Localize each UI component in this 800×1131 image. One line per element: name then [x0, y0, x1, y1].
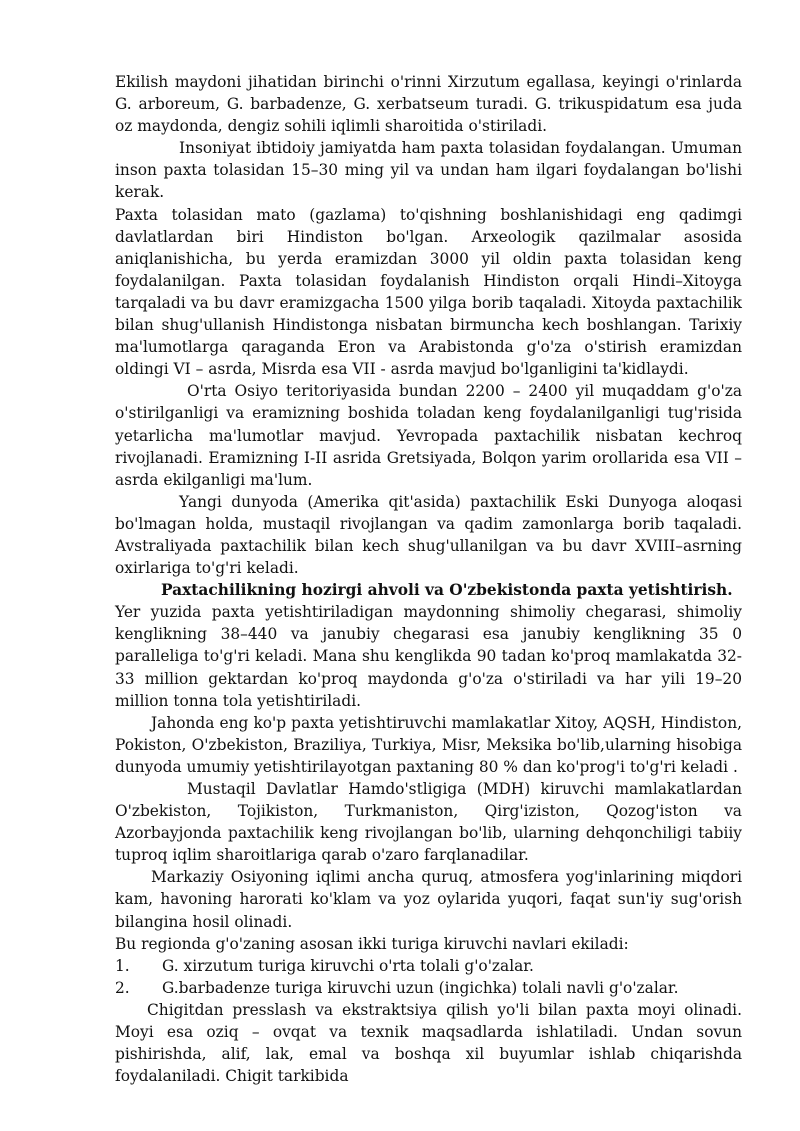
list-item — [115, 977, 742, 999]
section-heading: Paxtachilikning hozirgi ahvoli va O'zbekistonda paxta yetishtirish. — [161, 581, 733, 600]
list-item-text: G.barbadenze turiga kiruvchi uzun (ingichka) tolali navli g'o'zalar. — [162, 978, 679, 997]
paragraph-top-producers: Jahonda eng ko'p paxta yetishtiruvchi mamlakatlar Xitoy, AQSH, Hindiston, Pokiston, O'zbekiston, Braziliya, Turkiya, Misr, Meksika bo'lib,ularning hisobiga dunyoda umumiy yetishtirilayotgan paxtaning 80 % dan ko'prog'i to'g'ri keladi . — [115, 713, 742, 776]
paragraph-central-asia-history: O'rta Osiyo teritoriyasida bundan 2200 – 2400 yil muqaddam g'o'za o'stirilganligi va eramizning boshida toladan keng foydalanilganligi tug'risida yetarlicha ma'lumotlar mavjud. Yevropada paxtachilik nisbatan kechroq rivojlanadi. Eramizning I-II asrida Gretsiyada, Bolqon yarim orollarida esa VII – asrda ekilganligi ma'lum. — [115, 382, 742, 489]
paragraph-species-area: Ekilish maydoni jihatidan birinchi o'rinni Xirzutum egallasa, keyingi o'rinlarda G. arboreum, G. barbadenze, G. xerbatseum turadi. G. trikuspidatum esa juda oz maydonda, dengiz sohili iqlimli sharoitida o'stiriladi. — [115, 73, 742, 136]
paragraph-cottonseed-oil: Chigitdan presslash va ekstraktsiya qilish yo'li bilan paxta moyi olinadi. Moyi esa oziq – ovqat va texnik maqsadlarda ishlatiladi. Undan sovun pishirishda, alif, lak, emal va boshqa xil buyumlar ishlab chiqarishda foydalaniladi. Chigit tarkibida — [115, 1000, 742, 1086]
document-page — [115, 71, 742, 1087]
paragraph-ancient-use: Insoniyat ibtidoiy jamiyatda ham paxta tolasidan foydalangan. Umuman inson paxta tolasidan 15–30 ming yil va undan ham ilgari foydalangan bo'lishi kerak. — [115, 139, 742, 202]
paragraph-cis-countries: Mustaqil Davlatlar Hamdo'stligiga (MDH) kiruvchi mamlakatlardan O'zbekiston, Tojikiston, Turkmaniston, Qirg'iziston, Qozog'iston va Azorbayjonda paxtachilik keng rivojlangan bo'lib, ularning dehqonchiligi tabiiy tuproq iqlim sharoitlariga qarab o'zaro farqlanadilar. — [115, 780, 742, 865]
paragraph-climate: Markaziy Osiyoning iqlimi ancha quruq, atmosfera yog'inlarining miqdori kam, havoning harorati ko'klam va yoz oylarida yuqori, faqat sun'iy sug'orish bilangina hosil olinadi. — [115, 868, 742, 931]
list-item — [115, 955, 742, 977]
list-item-number: 2. — [115, 978, 130, 997]
list-item-text: G. xirzutum turiga kiruvchi o'rta tolali g'o'zalar. — [162, 956, 534, 975]
paragraph-growing-zone: Yer yuzida paxta yetishtiriladigan maydonning shimoliy chegarasi, shimoliy kenglikning 38–440 va janubiy chegarasi esa janubiy kenglikning 35 0 paralleliga to'g'ri keladi. Mana shu kenglikda 90 tadan ko'proq mamlakatda 32- 33 million gektardan ko'proq maydonda g'o'za o'stiriladi va har yili 19–20 million tonna tola yetishtiriladi. — [115, 603, 742, 710]
paragraph-india-history: Paxta tolasidan mato (gazlama) to'qishning boshlanishidagi eng qadimgi davlatlardan biri Hindiston bo'lgan. Arxeologik qazilmalar asosida aniqlanishicha, bu yerda eramizdan 3000 yil oldin paxta tolasidan keng foydalanilgan. Paxta tolasidan foydalanish Hindiston orqali Hindi–Xitoyga tarqaladi va bu davr eramizgacha 1500 yilga borib taqaladi. Xitoyda paxtachilik bilan shug'ullanish Hindistonga nisbatan birmuncha kech boshlangan. Tarixiy ma'lumotlarga qaraganda Eron va Arabistonda g'o'za o'stirish eramizdan oldingi VI – asrda, Misrda esa VII - asrda mavjud bo'lganligini ta'kidlaydi. — [115, 205, 742, 379]
list-item-number: 1. — [115, 956, 130, 975]
paragraph-new-world: Yangi dunyoda (Amerika qit'asida) paxtachilik Eski Dunyoga aloqasi bo'lmagan holda, mustaqil rivojlangan va qadim zamonlarga borib taqaladi. Avstraliyada paxtachilik bilan kech shug'ullanilgan va bu davr XVIII–asrning oxirlariga to'g'ri keladi. — [115, 492, 742, 578]
paragraph-varieties-intro: Bu regionda g'o'zaning asosan ikki turiga kiruvchi navlari ekiladi: — [115, 934, 629, 953]
